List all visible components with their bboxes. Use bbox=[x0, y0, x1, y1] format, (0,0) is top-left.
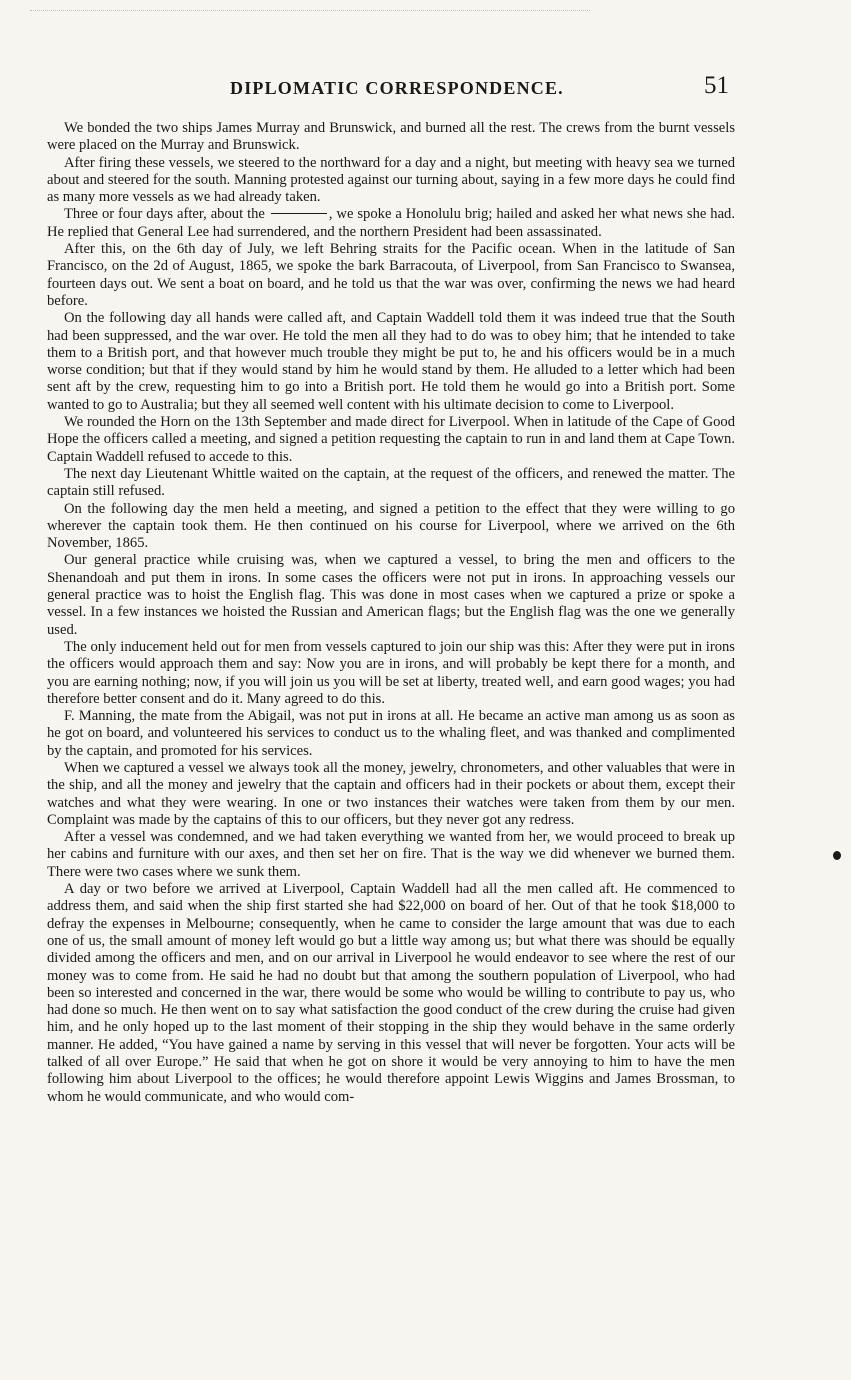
running-head: DIPLOMATIC CORRESPONDENCE. bbox=[230, 78, 564, 98]
page-number: 51 bbox=[704, 72, 729, 99]
paragraph-condemned-vessel: After a vessel was condemned, and we had taken everything we wanted from her, we would proceed to break up her cabins and furniture with our axes, and then set her on fire. That is the way we did whenever we burned them. There were two cases where we sunk them. bbox=[47, 829, 735, 880]
paragraph-general-practice: Our general practice while cruising was, when we captured a vessel, to bring the men and officers to the Shenandoah and put them in irons. In some cases the officers were not put in irons. In approaching vessels our general practice was to hoist the English flag. This was done in most cases when we captured a prize or spoke a vessel. In a few instances we hoisted the Russian and American flags; but the English flag was the one we generally used. bbox=[47, 552, 735, 638]
paragraph-hands-called-aft: On the following day all hands were called aft, and Captain Waddell told them it was indeed true that the South had been suppressed, and the war over. He told the men all they had to do was to obey him; that he intended to take them to a British port, and that however much trouble they might be put to, he and his officers would be in a much worse condition; but that if they would stand by him he would stand by them. He alluded to a letter which had been sent aft by the crew, requesting him to go into a British port. He told them he would go into a British port. Some wanted to go to Australia; but they all seemed well content with his ultimate decision to come to Liverpool. bbox=[47, 310, 735, 413]
paragraph-waddell-address: A day or two before we arrived at Liverpool, Captain Waddell had all the men called aft. He commenced to address them, and said when the ship first started she had $22,000 on board of her. Out of that he took $18,000 to defray the expenses in Melbourne; consequently, when he came to consider the large amount that was due to each one of us, the small amount of money left would go but a little way among us; but what there was should be equally divided among the officers and men, and on our arrival in Liverpool he would endeavor to see where the rest of our money was to come from. He said he had no doubt but that among the southern population of Liverpool, who had been so interested and concerned in the war, there would be some who would be willing to contribute to pay us, who had done so much. He then went on to say what satisfaction the good conduct of the crew during the cruise had given him, and he only hoped up to the last moment of their stopping in the ship they would behave in the same orderly manner. He added, “You have gained a name by serving in this vessel that will never be forgotten. Your acts will be talked of all over Europe.” He said that when he got on shore it would be very annoying to him to have the men following him about Liverpool to the offices; he would therefore appoint Lewis Wiggins and James Brossman, to whom he would communicate, and who would com- bbox=[47, 881, 735, 1105]
paragraph-rounded-horn: We rounded the Horn on the 13th September and made direct for Liverpool. When in latitude of the Cape of Good Hope the officers called a meeting, and signed a petition requesting the captain to run in and land them at Cape Town. Captain Waddell refused to accede to this. bbox=[47, 414, 735, 465]
paragraph-steered-north: After firing these vessels, we steered to the northward for a day and a night, but meeting with heavy sea we turned about and steered for the south. Manning protested against our turning about, saying in a few more days he could find as many more vessels as we had already taken. bbox=[47, 154, 735, 206]
torn-top-edge bbox=[30, 0, 590, 11]
honolulu-text-before: Three or four days after, about the bbox=[64, 206, 265, 223]
paragraph-honolulu-brig bbox=[47, 206, 735, 241]
paragraph-inducement: The only inducement held out for men from vessels captured to join our ship was this: After they were put in irons the officers would approach them and say: Now you are in irons, and will probably be kept there for a month, and you are earning nothing; now, if you will join us you will be set at liberty, treated well, and earn good wages; you had therefore better consent and do it. Many agreed to do this. bbox=[47, 638, 735, 707]
paragraph-manning: F. Manning, the mate from the Abigail, was not put in irons at all. He became an active man among us as soon as he got on board, and volunteered his services to conduct us to the whaling fleet, and was thanked and complimented by the captain, and promoted for his services. bbox=[47, 708, 735, 759]
paragraph-behring-straits: After this, on the 6th day of July, we left Behring straits for the Pacific ocean. When in the latitude of San Francisco, on the 2d of August, 1865, we spoke the bark Barracouta, of Liverpool, from San Francisco to Swansea, fourteen days out. We sent a boat on board, and he told us that the war was over, confirming the news we had heard before. bbox=[47, 241, 735, 309]
paragraph-lieutenant-whittle: The next day Lieutenant Whittle waited on the captain, at the request of the officers, and renewed the matter. The captain still refused. bbox=[47, 465, 735, 500]
paragraph-bonded-ships: We bonded the two ships James Murray and Brunswick, and burned all the rest. The crews from the burnt vessels were placed on the Murray and Brunswick. bbox=[47, 120, 735, 154]
honolulu-text-after: , we spoke a Honolulu brig; hailed and asked her what news she had. He replied that General Lee had surrendered, and the northern President had been assassinated. bbox=[47, 206, 735, 240]
date-blank-dash bbox=[271, 213, 327, 214]
page-header bbox=[0, 72, 851, 106]
paragraph-men-petition: On the following day the men held a meeting, and signed a petition to the effect that they were willing to go wherever the captain took them. He then continued on his course for Liverpool, where we arrived on the 6th November, 1865. bbox=[47, 500, 735, 552]
margin-ink-mark bbox=[833, 851, 841, 860]
paragraph-valuables: When we captured a vessel we always took all the money, jewelry, chronometers, and other valuables that were in the ship, and all the money and jewelry that the captain and officers had in their pockets or about them, except their watches and what they were wearing. In one or two instances their watches were taken from them by our men. Complaint was made by the captains of this to our officers, but they never got any redress. bbox=[47, 759, 735, 828]
body-text bbox=[47, 120, 735, 1106]
